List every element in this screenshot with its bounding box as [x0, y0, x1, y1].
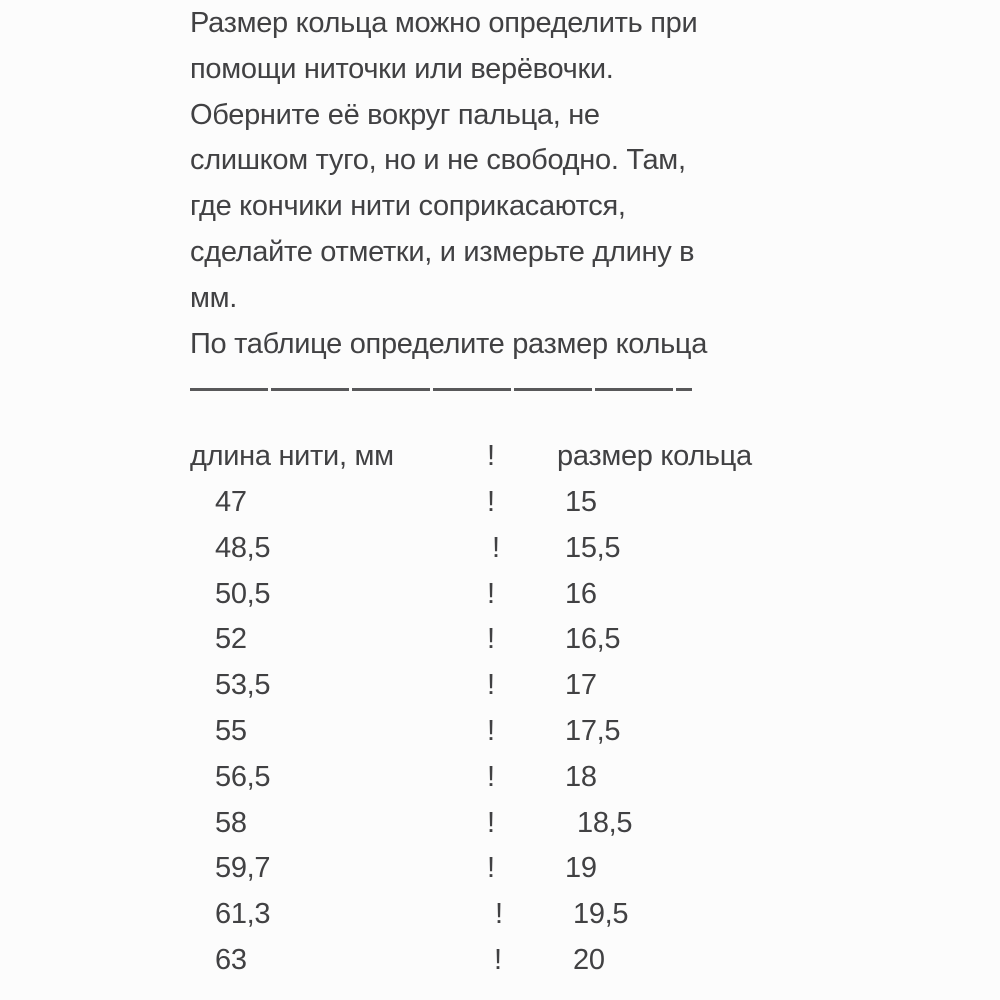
thread-length-value: 50,5 [215, 577, 271, 610]
thread-length-value: 55 [215, 714, 247, 747]
thread-length-value: 61,3 [215, 898, 271, 931]
thread-length-value: 53,5 [215, 669, 271, 702]
intro-line: Оберните её вокруг пальца, не [190, 98, 600, 131]
ring-size-value: 20 [573, 943, 605, 976]
table-row [190, 801, 1000, 847]
ring-size-value: 19,5 [573, 898, 629, 931]
table-row [190, 892, 1000, 938]
thread-length-value: 52 [215, 623, 247, 656]
thread-length-value: 47 [215, 485, 247, 518]
size-table-body [190, 480, 1000, 984]
table-row [190, 846, 1000, 892]
column-header-thread-length: длина нити, мм [190, 440, 394, 473]
ring-size-value: 15,5 [565, 531, 621, 564]
column-separator: ! [487, 440, 495, 473]
thread-length-value: 58 [215, 806, 247, 839]
thread-length-value: 63 [215, 943, 247, 976]
row-separator: ! [487, 714, 495, 747]
intro-line: где кончики нити соприкасаются, [190, 190, 626, 223]
row-separator: ! [487, 669, 495, 702]
intro-line: По таблице определите размер кольца [190, 327, 708, 360]
table-row [190, 709, 1000, 755]
ring-size-value: 18,5 [577, 806, 633, 839]
row-separator: ! [495, 898, 503, 931]
table-row [190, 938, 1000, 984]
ring-size-value: 17 [565, 669, 597, 702]
dash-line [190, 388, 692, 391]
intro-line: мм. [190, 281, 238, 314]
table-row [190, 526, 1000, 572]
row-separator: ! [494, 943, 502, 976]
table-row [190, 572, 1000, 618]
ring-size-value: 15 [565, 485, 597, 518]
row-separator: ! [487, 623, 495, 656]
row-separator: ! [492, 531, 500, 564]
ring-size-table [190, 434, 1000, 984]
table-row [190, 480, 1000, 526]
row-separator: ! [487, 577, 495, 610]
row-separator: ! [487, 806, 495, 839]
table-row [190, 663, 1000, 709]
ring-size-value: 17,5 [565, 714, 621, 747]
row-separator: ! [487, 852, 495, 885]
row-separator: ! [487, 485, 495, 518]
column-header-ring-size: размер кольца [557, 440, 752, 473]
table-divider-top [190, 388, 1000, 434]
ring-size-value: 19 [565, 852, 597, 885]
thread-length-value: 59,7 [215, 852, 271, 885]
intro-line: сделайте отметки, и измерьте длину в [190, 235, 695, 268]
thread-length-value: 48,5 [215, 531, 271, 564]
table-row [190, 755, 1000, 801]
intro-text [190, 1, 1000, 367]
intro-line: помощи ниточки или верёвочки. [190, 52, 614, 85]
intro-line: Размер кольца можно определить при [190, 7, 698, 39]
intro-line: слишком туго, но и не свободно. Там, [190, 144, 686, 177]
thread-length-value: 56,5 [215, 760, 271, 793]
ring-size-value: 16 [565, 577, 597, 610]
ring-size-value: 18 [565, 760, 597, 793]
ring-size-value: 16,5 [565, 623, 621, 656]
row-separator: ! [487, 760, 495, 793]
table-header-row [190, 434, 1000, 480]
table-row [190, 617, 1000, 663]
